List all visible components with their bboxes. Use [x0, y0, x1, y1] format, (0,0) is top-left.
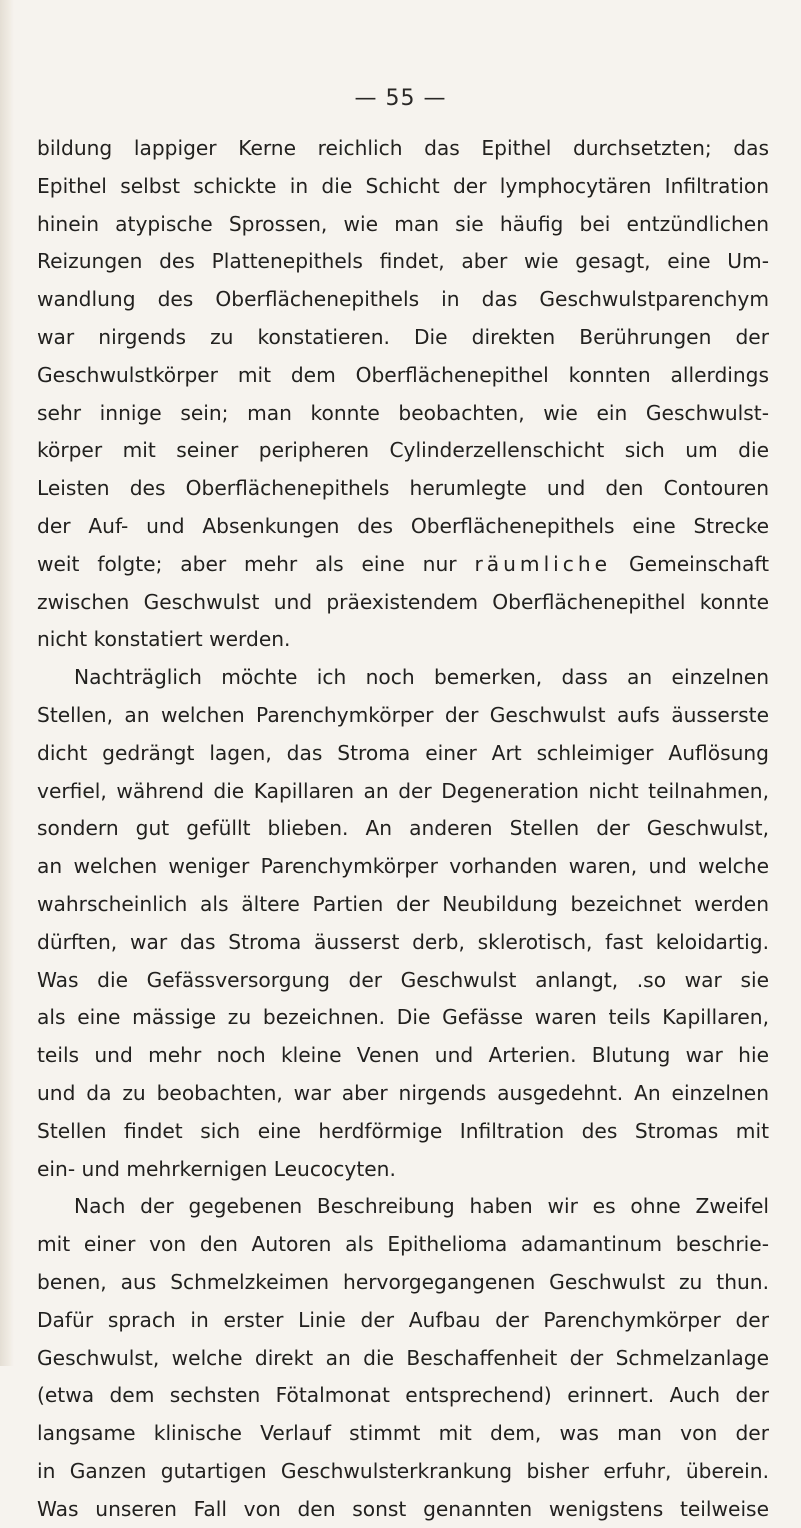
text-line: mit einer von den Autoren als Epithelioma adamantinum beschrie-: [37, 1232, 769, 1257]
text-line: zwischen Geschwulst und präexistendem Oberflächenepithel konnte: [37, 589, 769, 614]
text-line: körper mit seiner peripheren Cylinderzellenschicht sich um die: [37, 438, 769, 463]
text-line: Nachträglich möchte ich noch bemerken, dass an einzelnen: [74, 665, 769, 690]
page-number: — 55 —: [354, 86, 447, 111]
text-line: sehr innige sein; man konnte beobachten, wie ein Geschwulst-: [37, 400, 769, 425]
text-line: Geschwulst, welche direkt an die Beschaffenheit der Schmelzanlage: [37, 1345, 769, 1370]
text-line: war nirgends zu konstatieren. Die direkten Berührungen der: [37, 324, 769, 349]
text-line: (etwa dem sechsten Fötalmonat entsprechend) erinnert. Auch der: [37, 1383, 769, 1408]
text-line: dicht gedrängt lagen, das Stroma einer Art schleimiger Auflösung: [37, 740, 769, 765]
text-line: Stellen, an welchen Parenchymkörper der Geschwulst aufs äusserste: [37, 702, 769, 727]
text-line: Geschwulstkörper mit dem Oberflächenepithel konnten allerdings: [37, 362, 769, 387]
text-line: Stellen findet sich eine herdförmige Infiltration des Stromas mit: [37, 1118, 769, 1143]
text-segment: Gemeinschaft: [611, 551, 769, 576]
text-line: als eine mässige zu bezeichnen. Die Gefässe waren teils Kapillaren,: [37, 1005, 769, 1030]
text-line: sondern gut gefüllt blieben. An anderen Stellen der Geschwulst,: [37, 816, 769, 841]
text-line: in Ganzen gutartigen Geschwulsterkrankung bisher erfuhr, überein.: [37, 1458, 769, 1483]
text-line: ein- und mehrkernigen Leucocyten.: [37, 1156, 396, 1181]
text-segment: weit folgte; aber mehr als eine nur: [37, 551, 475, 576]
emphasized-word: räumliche: [474, 551, 612, 576]
text-line: Nach der gegebenen Beschreibung haben wir es ohne Zweifel: [74, 1194, 769, 1219]
text-line: der Auf- und Absenkungen des Oberflächenepithels eine Strecke: [37, 513, 769, 538]
text-line: bildung lappiger Kerne reichlich das Epithel durchsetzten; das: [37, 136, 769, 160]
text-line: langsame klinische Verlauf stimmt mit dem, was man von der: [37, 1421, 769, 1446]
text-line: nicht konstatiert werden.: [37, 627, 291, 652]
text-line: an welchen weniger Parenchymkörper vorhanden waren, und welche: [37, 854, 769, 879]
text-line: Epithel selbst schickte in die Schicht der lymphocytären Infiltration: [37, 173, 769, 198]
text-line: benen, aus Schmelzkeimen hervorgegangenen Geschwulst zu thun.: [37, 1269, 769, 1294]
text-line: Reizungen des Plattenepithels findet, aber wie gesagt, eine Um-: [37, 249, 769, 274]
text-line-emphasis: [37, 546, 769, 584]
text-line: wahrscheinlich als ältere Partien der Neubildung bezeichnet werden: [37, 891, 769, 916]
text-line: wandlung des Oberflächenepithels in das Geschwulstparenchym: [37, 287, 769, 312]
text-line: verfiel, während die Kapillaren an der Degeneration nicht teilnahmen,: [37, 778, 769, 803]
text-line: Was unseren Fall von den sonst genannten wenigstens teilweise: [37, 1496, 769, 1521]
text-line: Leisten des Oberflächenepithels herumlegte und den Contouren: [37, 476, 769, 501]
body-text: [37, 130, 769, 1528]
text-line: teils und mehr noch kleine Venen und Arterien. Blutung war hie: [37, 1043, 769, 1068]
text-line: Was die Gefässversorgung der Geschwulst anlangt, .so war sie: [37, 967, 769, 992]
text-line: hinein atypische Sprossen, wie man sie häufig bei entzündlichen: [37, 211, 769, 236]
text-line: und da zu beobachten, war aber nirgends ausgedehnt. An einzelnen: [37, 1080, 769, 1105]
text-line: Dafür sprach in erster Linie der Aufbau der Parenchymkörper der: [37, 1307, 769, 1332]
text-line: dürften, war das Stroma äusserst derb, sklerotisch, fast keloidartig.: [37, 929, 769, 954]
page-binding-edge: [0, 0, 14, 1366]
